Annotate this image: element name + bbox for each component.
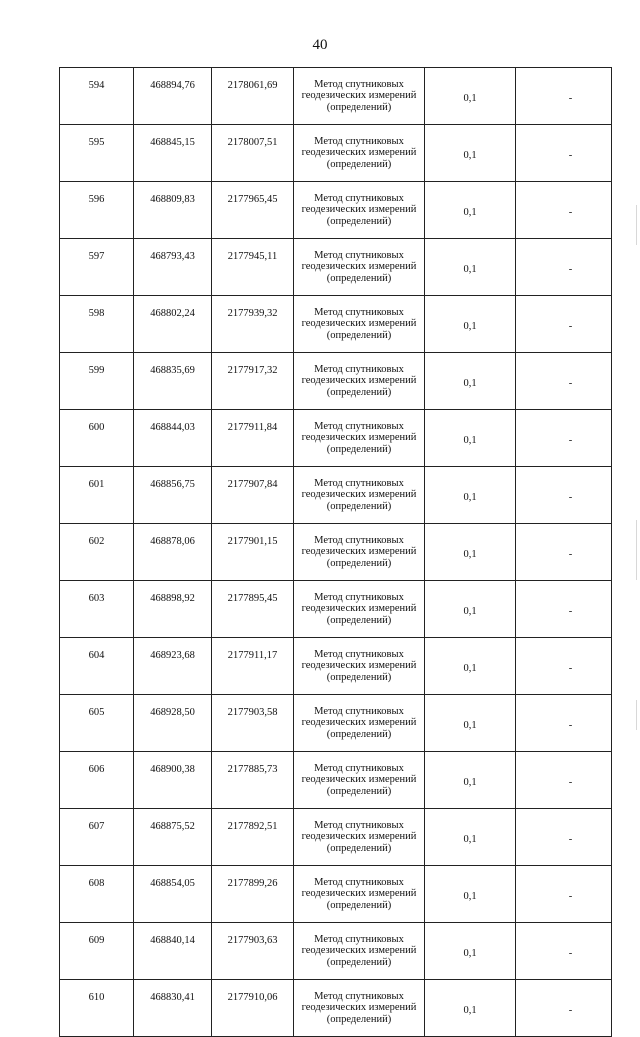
x-coordinate-cell: 468844,03 xyxy=(134,410,212,467)
method-text-line: геодезических измерений xyxy=(301,204,417,216)
accuracy-cell: 0,1 xyxy=(425,695,516,752)
method-text-line: (определений) xyxy=(326,899,392,911)
method-cell xyxy=(294,353,425,410)
point-number-cell: 602 xyxy=(60,524,134,581)
accuracy-cell: 0,1 xyxy=(425,581,516,638)
scan-edge-mark xyxy=(636,520,637,580)
method-text-line: (определений) xyxy=(326,842,392,854)
method-text-line: геодезических измерений xyxy=(301,489,417,501)
x-coordinate-cell: 468928,50 xyxy=(134,695,212,752)
method-text-line: Метод спутниковых xyxy=(314,534,404,546)
x-coordinate-cell: 468854,05 xyxy=(134,866,212,923)
coordinates-table-body xyxy=(60,68,612,1037)
note-cell: - xyxy=(516,182,612,239)
accuracy-cell: 0,1 xyxy=(425,353,516,410)
y-coordinate-cell: 2177945,11 xyxy=(212,239,294,296)
method-text-line: геодезических измерений xyxy=(301,375,417,387)
y-coordinate-cell: 2178061,69 xyxy=(212,68,294,125)
method-text-line: геодезических измерений xyxy=(301,603,417,615)
method-text-line: (определений) xyxy=(326,101,392,113)
point-number-cell: 610 xyxy=(60,980,134,1037)
method-text-line: (определений) xyxy=(326,500,392,512)
method-cell xyxy=(294,467,425,524)
method-cell xyxy=(294,68,425,125)
point-number-cell: 597 xyxy=(60,239,134,296)
table-row xyxy=(60,410,612,467)
point-number-cell: 609 xyxy=(60,923,134,980)
x-coordinate-cell: 468845,15 xyxy=(134,125,212,182)
method-cell xyxy=(294,581,425,638)
method-cell xyxy=(294,125,425,182)
method-text-line: (определений) xyxy=(326,443,392,455)
point-number-cell: 605 xyxy=(60,695,134,752)
x-coordinate-cell: 468793,43 xyxy=(134,239,212,296)
method-text-line: Метод спутниковых xyxy=(314,192,404,204)
y-coordinate-cell: 2177939,32 xyxy=(212,296,294,353)
method-cell xyxy=(294,524,425,581)
note-cell: - xyxy=(516,410,612,467)
x-coordinate-cell: 468835,69 xyxy=(134,353,212,410)
method-text-line: Метод спутниковых xyxy=(314,762,404,774)
x-coordinate-cell: 468802,24 xyxy=(134,296,212,353)
accuracy-cell: 0,1 xyxy=(425,467,516,524)
method-text-line: геодезических измерений xyxy=(301,831,417,843)
y-coordinate-cell: 2177901,15 xyxy=(212,524,294,581)
note-cell: - xyxy=(516,125,612,182)
accuracy-cell: 0,1 xyxy=(425,638,516,695)
x-coordinate-cell: 468878,06 xyxy=(134,524,212,581)
method-text-line: Метод спутниковых xyxy=(314,363,404,375)
accuracy-cell: 0,1 xyxy=(425,524,516,581)
method-text-line: Метод спутниковых xyxy=(314,648,404,660)
method-cell xyxy=(294,809,425,866)
method-text-line: Метод спутниковых xyxy=(314,933,404,945)
table-row xyxy=(60,866,612,923)
y-coordinate-cell: 2177903,58 xyxy=(212,695,294,752)
table-row xyxy=(60,296,612,353)
method-text-line: геодезических измерений xyxy=(301,888,417,900)
note-cell: - xyxy=(516,980,612,1037)
method-text-line: геодезических измерений xyxy=(301,261,417,273)
table-row xyxy=(60,809,612,866)
method-text-line: геодезических измерений xyxy=(301,717,417,729)
accuracy-cell: 0,1 xyxy=(425,980,516,1037)
method-text-line: Метод спутниковых xyxy=(314,819,404,831)
method-text-line: (определений) xyxy=(326,386,392,398)
method-text-line: Метод спутниковых xyxy=(314,420,404,432)
method-text-line: геодезических измерений xyxy=(301,147,417,159)
method-text-line: (определений) xyxy=(326,1013,392,1025)
accuracy-cell: 0,1 xyxy=(425,809,516,866)
y-coordinate-cell: 2177892,51 xyxy=(212,809,294,866)
point-number-cell: 596 xyxy=(60,182,134,239)
method-text-line: Метод спутниковых xyxy=(314,78,404,90)
method-text-line: Метод спутниковых xyxy=(314,306,404,318)
method-text-line: Метод спутниковых xyxy=(314,876,404,888)
method-text-line: геодезических измерений xyxy=(301,1002,417,1014)
y-coordinate-cell: 2177885,73 xyxy=(212,752,294,809)
method-text-line: Метод спутниковых xyxy=(314,135,404,147)
page-number: 40 xyxy=(312,37,328,53)
method-text-line: (определений) xyxy=(326,785,392,797)
accuracy-cell: 0,1 xyxy=(425,125,516,182)
note-cell: - xyxy=(516,809,612,866)
y-coordinate-cell: 2177907,84 xyxy=(212,467,294,524)
method-text-line: Метод спутниковых xyxy=(314,990,404,1002)
x-coordinate-cell: 468830,41 xyxy=(134,980,212,1037)
method-text-line: геодезических измерений xyxy=(301,774,417,786)
y-coordinate-cell: 2177899,26 xyxy=(212,866,294,923)
x-coordinate-cell: 468898,92 xyxy=(134,581,212,638)
method-cell xyxy=(294,239,425,296)
point-number-cell: 608 xyxy=(60,866,134,923)
point-number-cell: 607 xyxy=(60,809,134,866)
method-text-line: геодезических измерений xyxy=(301,546,417,558)
table-row xyxy=(60,353,612,410)
scan-edge-mark xyxy=(636,700,637,730)
x-coordinate-cell: 468856,75 xyxy=(134,467,212,524)
point-number-cell: 594 xyxy=(60,68,134,125)
y-coordinate-cell: 2177965,45 xyxy=(212,182,294,239)
y-coordinate-cell: 2177910,06 xyxy=(212,980,294,1037)
note-cell: - xyxy=(516,68,612,125)
method-text-line: (определений) xyxy=(326,329,392,341)
note-cell: - xyxy=(516,638,612,695)
note-cell: - xyxy=(516,467,612,524)
accuracy-cell: 0,1 xyxy=(425,923,516,980)
note-cell: - xyxy=(516,923,612,980)
point-number-cell: 603 xyxy=(60,581,134,638)
method-cell xyxy=(294,923,425,980)
accuracy-cell: 0,1 xyxy=(425,410,516,467)
x-coordinate-cell: 468923,68 xyxy=(134,638,212,695)
y-coordinate-cell: 2177895,45 xyxy=(212,581,294,638)
method-text-line: геодезических измерений xyxy=(301,945,417,957)
note-cell: - xyxy=(516,239,612,296)
method-text-line: геодезических измерений xyxy=(301,432,417,444)
method-text-line: (определений) xyxy=(326,272,392,284)
table-row xyxy=(60,695,612,752)
method-cell xyxy=(294,980,425,1037)
method-text-line: Метод спутниковых xyxy=(314,705,404,717)
table-row xyxy=(60,524,612,581)
method-text-line: (определений) xyxy=(326,557,392,569)
accuracy-cell: 0,1 xyxy=(425,239,516,296)
method-cell xyxy=(294,866,425,923)
point-number-cell: 604 xyxy=(60,638,134,695)
table-row xyxy=(60,581,612,638)
note-cell: - xyxy=(516,752,612,809)
table-row xyxy=(60,239,612,296)
x-coordinate-cell: 468875,52 xyxy=(134,809,212,866)
note-cell: - xyxy=(516,296,612,353)
table-row xyxy=(60,923,612,980)
point-number-cell: 595 xyxy=(60,125,134,182)
method-text-line: геодезических измерений xyxy=(301,90,417,102)
method-text-line: (определений) xyxy=(326,215,392,227)
point-number-cell: 606 xyxy=(60,752,134,809)
method-cell xyxy=(294,410,425,467)
point-number-cell: 601 xyxy=(60,467,134,524)
table-row xyxy=(60,68,612,125)
point-number-cell: 598 xyxy=(60,296,134,353)
point-number-cell: 600 xyxy=(60,410,134,467)
method-cell xyxy=(294,695,425,752)
x-coordinate-cell: 468840,14 xyxy=(134,923,212,980)
method-text-line: Метод спутниковых xyxy=(314,591,404,603)
table-row xyxy=(60,182,612,239)
table-row xyxy=(60,980,612,1037)
method-cell xyxy=(294,752,425,809)
note-cell: - xyxy=(516,353,612,410)
method-text-line: (определений) xyxy=(326,614,392,626)
accuracy-cell: 0,1 xyxy=(425,866,516,923)
table-row xyxy=(60,125,612,182)
accuracy-cell: 0,1 xyxy=(425,752,516,809)
method-cell xyxy=(294,182,425,239)
method-text-line: Метод спутниковых xyxy=(314,249,404,261)
accuracy-cell: 0,1 xyxy=(425,296,516,353)
y-coordinate-cell: 2177903,63 xyxy=(212,923,294,980)
method-text-line: Метод спутниковых xyxy=(314,477,404,489)
method-cell xyxy=(294,638,425,695)
table-row xyxy=(60,467,612,524)
method-text-line: геодезических измерений xyxy=(301,318,417,330)
accuracy-cell: 0,1 xyxy=(425,182,516,239)
scan-edge-mark xyxy=(636,205,637,245)
x-coordinate-cell: 468900,38 xyxy=(134,752,212,809)
method-text-line: геодезических измерений xyxy=(301,660,417,672)
x-coordinate-cell: 468894,76 xyxy=(134,68,212,125)
note-cell: - xyxy=(516,581,612,638)
point-number-cell: 599 xyxy=(60,353,134,410)
y-coordinate-cell: 2178007,51 xyxy=(212,125,294,182)
table-row xyxy=(60,638,612,695)
note-cell: - xyxy=(516,866,612,923)
y-coordinate-cell: 2177911,17 xyxy=(212,638,294,695)
method-cell xyxy=(294,296,425,353)
accuracy-cell: 0,1 xyxy=(425,68,516,125)
y-coordinate-cell: 2177911,84 xyxy=(212,410,294,467)
method-text-line: (определений) xyxy=(326,671,392,683)
table-row xyxy=(60,752,612,809)
y-coordinate-cell: 2177917,32 xyxy=(212,353,294,410)
note-cell: - xyxy=(516,695,612,752)
x-coordinate-cell: 468809,83 xyxy=(134,182,212,239)
coordinates-table xyxy=(59,67,612,1037)
method-text-line: (определений) xyxy=(326,158,392,170)
method-text-line: (определений) xyxy=(326,956,392,968)
note-cell: - xyxy=(516,524,612,581)
method-text-line: (определений) xyxy=(326,728,392,740)
